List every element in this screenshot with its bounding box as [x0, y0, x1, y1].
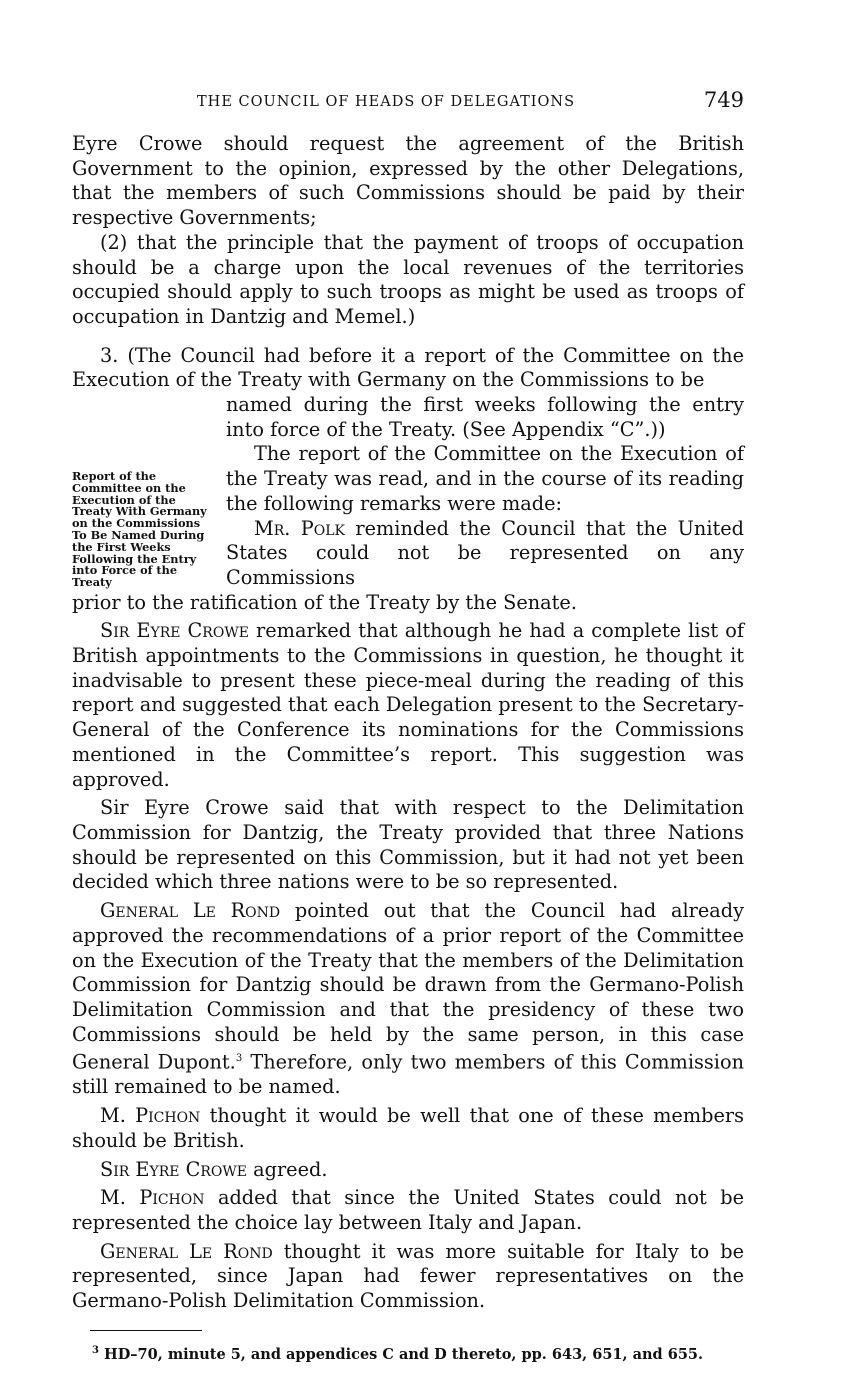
paragraph-item-3-lead: 3. (The Council had before it a report of the Committee on the Execution of the Treaty with Germany on the Commissions to be: [72, 343, 744, 392]
title-m: M.: [100, 1104, 136, 1128]
wrapped-column: [226, 393, 744, 591]
footnote-reference: 3: [235, 1053, 243, 1065]
footnote-mark: 3: [92, 1344, 99, 1356]
polk-text: reminded the Council that the United States could not be represented on any Commissions: [226, 516, 745, 589]
pichon-british-text: thought it would be well that one of these members should be British.: [72, 1104, 744, 1152]
speaker-crowe: Sir Eyre Crowe: [100, 619, 249, 643]
speaker-le-rond: General Le Rond: [100, 899, 281, 923]
speaker-le-rond-2: General Le Rond: [100, 1239, 273, 1263]
footnote: [92, 1339, 744, 1368]
paragraph-le-rond-italy: [72, 1240, 744, 1314]
paragraph-dantzig-commission: Sir Eyre Crowe said that with respect to the Delimitation Commission for Dantzig, the Treaty provided that three Nations should be represented on this Commission, but it had not yet been decided which three nations were to be so represented.: [72, 796, 744, 894]
le-rond-tail: Therefore, only two members of this Commission still remained to be named.: [72, 1050, 744, 1099]
running-header: [72, 88, 744, 118]
paragraph-crowe-agreed: [72, 1158, 744, 1183]
paragraph-crowe-remarks: [72, 619, 744, 792]
footnote-text: HD–70, minute 5, and appendices C and D thereto, pp. 643, 651, and 655.: [98, 1345, 704, 1363]
paragraph-troops-occupation: (2) that the principle that the payment of troops of occupation should be a charge upon the local revenues of the territories occupied should apply to such troops as might be used as troops of occupation in Dantzig and Memel.): [72, 230, 744, 328]
speaker-pichon-2: Pichon: [139, 1186, 205, 1210]
le-rond-italy-text: thought it was more suitable for Italy to be represented, since Japan had fewer representatives on the Germano-Polish Delimitation Commission.: [72, 1239, 744, 1313]
paragraph-le-rond: [72, 899, 744, 1100]
document-page: [72, 88, 744, 1367]
paragraph-pichon-british: [72, 1104, 744, 1153]
speaker-crowe-agreed: Sir Eyre Crowe: [100, 1157, 247, 1181]
pichon-choice-text: added that since the United States could not be represented the choice lay between Italy and Japan.: [72, 1186, 744, 1234]
crowe-remarks-text: remarked that although he had a complete list of British appointments to the Commissions in question, he thought it inadvisable to present these piece-meal during the reading of this report and suggested that each Delegation present to the Secretary-General of the Conference its nominations for the Commissions mentioned in the Committee’s report. This suggestion was approved.: [72, 619, 744, 791]
paragraph-report-read: The report of the Committee on the Execution of the Treaty was read, and in the course of its reading the following remarks were made:: [226, 442, 744, 515]
paragraph-polk-continued: prior to the ratification of the Treaty by the Senate.: [72, 590, 577, 614]
le-rond-text: pointed out that the Council had already approved the recommendations of a prior report of the Committee on the Execution of the Treaty that the members of the Delimitation Commission for Dantzig should be drawn from the Germano-Polish Delimitation Commission and that the presidency of these two Commissions should be held by the same person, in this case General Dupont.: [72, 899, 744, 1074]
speaker-pichon: Pichon: [135, 1104, 201, 1128]
paragraph-polk: [226, 517, 744, 591]
page-number: 749: [703, 88, 744, 112]
sidenote-section: [72, 393, 744, 591]
crowe-agreed-text: agreed.: [247, 1157, 328, 1181]
paragraph-item-3-rest: named during the first weeks following the entry into force of the Treaty. (See Appendix “C”.)): [226, 393, 744, 441]
paragraph-pichon-choice: [72, 1186, 744, 1235]
speaker-polk: Mr. Polk: [254, 516, 345, 540]
title-m-2: M.: [100, 1186, 140, 1210]
paragraph-crowe-agreement: Eyre Crowe should request the agreement of the British Government to the opinion, expressed by the other Delegations, that the members of such Commissions should be paid by their respective Governments;: [72, 132, 744, 230]
footnote-rule: [90, 1330, 202, 1331]
marginal-sidenote: Report of the Committee on the Execution of the Treaty With Germany on the Commissions To Be Named During the First Weeks Following the Entry into Force of the Treaty: [72, 469, 207, 590]
running-title: THE COUNCIL OF HEADS OF DELEGATIONS: [197, 94, 576, 110]
